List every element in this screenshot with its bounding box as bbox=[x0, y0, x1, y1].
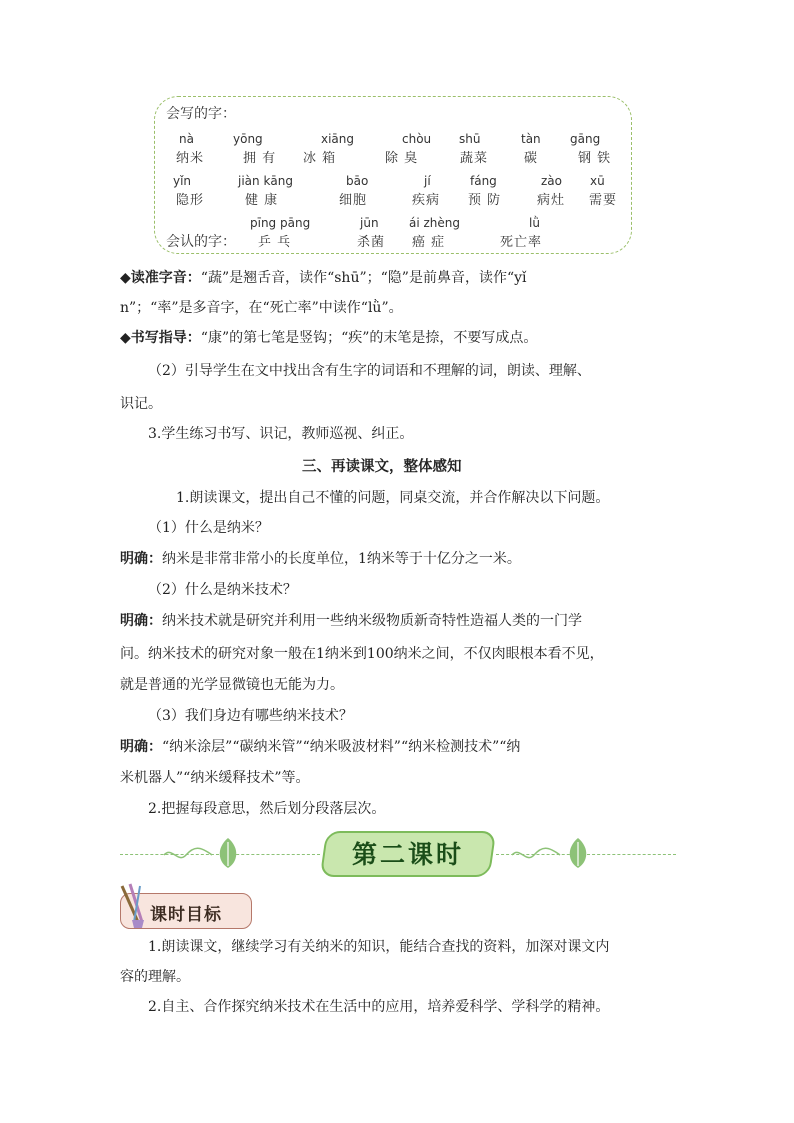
answer-2-line-2: 问。纳米技术的研究对象一般在1纳米到100纳米之间，不仅肉眼根本看不见， bbox=[120, 646, 604, 662]
answer-3-line-2: 米机器人”“纳米缓释技术”等。 bbox=[120, 770, 310, 786]
goal-item-2: 2.自主、合作探究纳米技术在生活中的应用，培养爱科学、学科学的精神。 bbox=[148, 999, 610, 1015]
reading-line-2: n”；“率”是多音字，在“死亡率”中读作“lǜ”。 bbox=[120, 300, 403, 316]
pinyin: shū bbox=[459, 132, 481, 146]
answer-3-line-1 bbox=[120, 737, 520, 757]
goal-item-1-line-1: 1.朗读课文，继续学习有关纳米的知识，能结合查找的资料，加深对课文内 bbox=[148, 939, 610, 955]
section-item-2: 2.把握每段意思，然后划分段落层次。 bbox=[148, 801, 386, 817]
reading-text: “蔬”是翘舌音，读作“shū”；“隐”是前鼻音，读作“yǐ bbox=[200, 270, 527, 286]
vocab-word: 癌 症 bbox=[412, 235, 446, 250]
vocab-word: 细胞 bbox=[339, 193, 368, 208]
section-heading: 三、再读课文，整体感知 bbox=[302, 458, 462, 475]
pinyin: xiāng bbox=[321, 132, 355, 146]
vine-ornament-icon bbox=[162, 844, 214, 866]
pinyin: tàn bbox=[521, 132, 541, 146]
leaf-icon bbox=[216, 836, 240, 870]
vocab-word: 隐形 bbox=[176, 193, 205, 208]
vocab-word: 预 防 bbox=[468, 193, 502, 208]
vocab-word: 杀菌 bbox=[357, 235, 386, 250]
writing-text: “康”的第七笔是竖钩；“疾”的末笔是捺，不要写成点。 bbox=[200, 330, 538, 346]
vocab-word: 蔬菜 bbox=[460, 151, 489, 166]
answer-1 bbox=[120, 549, 521, 569]
answer-label: 明确： bbox=[120, 551, 162, 567]
vocab-word: 死亡率 bbox=[500, 235, 543, 250]
pinyin: lǜ bbox=[529, 216, 540, 230]
reading-label: ◆读准字音： bbox=[120, 270, 201, 286]
pinyin: jí bbox=[424, 174, 431, 188]
leaf-icon bbox=[566, 836, 590, 870]
vocab-word: 病灶 bbox=[537, 193, 566, 208]
answer-label: 明确： bbox=[120, 739, 162, 755]
question-2: （2）什么是纳米技术？ bbox=[148, 582, 297, 598]
pinyin: yǐn bbox=[173, 174, 192, 188]
question-3: （3）我们身边有哪些纳米技术？ bbox=[148, 708, 353, 724]
pinyin: jūn bbox=[360, 216, 379, 230]
read-label: 会认的字： bbox=[166, 234, 236, 250]
answer-text: “纳米涂层”“碳纳米管”“纳米吸波材料”“纳米检测技术”“纳 bbox=[162, 739, 521, 755]
pinyin: ái zhèng bbox=[409, 216, 461, 230]
pinyin: fáng bbox=[470, 174, 497, 188]
vocab-word: 冰 箱 bbox=[303, 151, 337, 166]
pinyin: zào bbox=[541, 174, 562, 188]
vocab-word: 需要 bbox=[589, 193, 618, 208]
pinyin: pīng pāng bbox=[250, 216, 311, 230]
answer-text: 纳米是非常非常小的长度单位，1纳米等于十亿分之一米。 bbox=[162, 551, 521, 567]
pinyin: chòu bbox=[402, 132, 432, 146]
vocab-word: 纳米 bbox=[176, 151, 205, 166]
goal-item-1-line-2: 容的理解。 bbox=[120, 969, 190, 985]
reading-line-1 bbox=[120, 268, 527, 288]
vocab-word: 钢 铁 bbox=[578, 151, 612, 166]
write-label: 会写的字： bbox=[166, 106, 236, 122]
answer-label: 明确： bbox=[120, 613, 162, 629]
brush-icon bbox=[116, 882, 152, 930]
question-1: （1）什么是纳米？ bbox=[148, 520, 269, 536]
step-2-line-1: （2）引导学生在文中找出含有生字的词语和不理解的词，朗读、理解、 bbox=[148, 363, 591, 379]
pinyin: nà bbox=[179, 132, 194, 146]
vocab-word: 除 臭 bbox=[385, 151, 419, 166]
writing-label: ◆书写指导： bbox=[120, 330, 201, 346]
goals-badge-label: 课时目标 bbox=[150, 905, 222, 925]
pinyin: yōng bbox=[233, 132, 263, 146]
vocab-word: 碳 bbox=[524, 151, 539, 166]
pinyin: xū bbox=[590, 174, 605, 188]
section-item-1: 1.朗读课文，提出自己不懂的问题，同桌交流，并合作解决以下问题。 bbox=[176, 490, 610, 506]
step-3: 3.学生练习书写、识记，教师巡视、纠正。 bbox=[148, 426, 414, 442]
answer-text: 纳米技术就是研究并利用一些纳米级物质新奇特性造福人类的一门学 bbox=[162, 613, 582, 629]
vocab-word: 乒 乓 bbox=[258, 235, 292, 250]
vocab-word: 拥 有 bbox=[243, 151, 277, 166]
banner-title: 第二课时 bbox=[351, 840, 464, 869]
vine-ornament-icon bbox=[510, 844, 562, 866]
answer-2-line-1 bbox=[120, 611, 582, 631]
answer-2-line-3: 就是普通的光学显微镜也无能为力。 bbox=[120, 677, 344, 693]
pinyin: gāng bbox=[570, 132, 601, 146]
writing-guide bbox=[120, 328, 537, 348]
vocab-word: 健 康 bbox=[245, 193, 279, 208]
pinyin: bāo bbox=[346, 174, 369, 188]
pinyin: jiàn kāng bbox=[238, 174, 293, 188]
step-2-line-2: 识记。 bbox=[120, 396, 162, 412]
vocab-word: 疾病 bbox=[412, 193, 441, 208]
